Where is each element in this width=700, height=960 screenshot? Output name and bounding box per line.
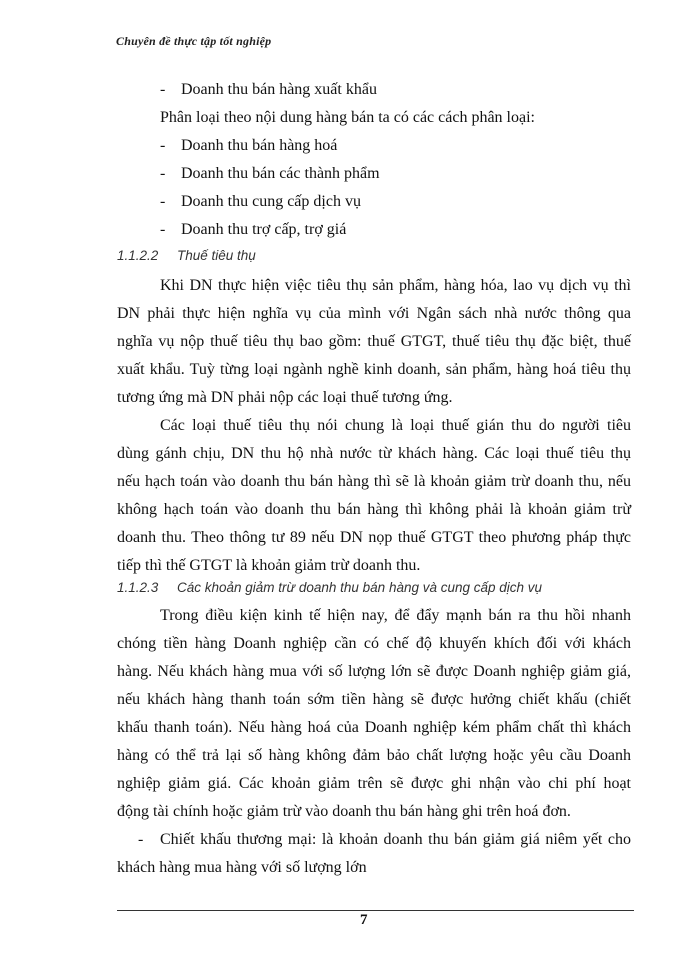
paragraph-line: nếu khách hàng thanh toán sớm tiền hàng sẽ được hưởng chiết khấu (chiết	[117, 691, 631, 708]
paragraph-line: Khi DN thực hiện việc tiêu thụ sản phẩm, hàng hóa, lao vụ dịch vụ thì	[160, 277, 631, 294]
paragraph-line: doanh thu. Theo thông tư 89 nếu DN nọp thuế GTGT theo phương pháp thực	[117, 529, 631, 546]
paragraph-line: Chiết khấu thương mại: là khoản doanh thu bán giảm giá niêm yết cho	[160, 831, 631, 848]
paragraph-line: Trong điều kiện kinh tế hiện nay, để đẩy mạnh bán ra thu hồi nhanh	[160, 607, 631, 624]
paragraph-line: dùng gánh chịu, DN thu hộ nhà nước từ khách hàng. Các loại thuế tiêu thụ	[117, 445, 631, 462]
list-item-text: Doanh thu trợ cấp, trợ giá	[181, 221, 347, 238]
bullet-dash: -	[160, 221, 166, 238]
section-number: 1.1.2.3	[117, 580, 159, 595]
paragraph-line: nghiệp giảm giá. Các khoản giảm trên sẽ được ghi nhận vào chi phí hoạt	[117, 775, 631, 792]
page-number: 7	[360, 912, 368, 928]
paragraph-line: xuất khẩu. Tuỳ từng loại ngành nghề kinh doanh, sản phẩm, hàng hoá tiêu thụ	[117, 361, 631, 378]
list-item-text: Doanh thu bán các thành phẩm	[181, 165, 380, 182]
running-header: Chuyên đề thực tập tốt nghiệp	[116, 34, 272, 48]
paragraph-line: DN phải thực hiện nghĩa vụ của mình với Ngân sách nhà nước thông qua	[117, 305, 631, 322]
paragraph-line: khách hàng mua hàng với số lượng lớn	[117, 859, 367, 876]
paragraph-line: nếu hạch toán vào doanh thu bán hàng thì sẽ là khoản giảm trừ doanh thu, nếu	[117, 473, 631, 490]
paragraph-line: hàng. Nếu khách hàng mua với số lượng lớn sẽ được Doanh nghiệp giảm giá,	[117, 663, 631, 680]
bullet-dash: -	[160, 165, 166, 182]
footer-rule	[117, 910, 634, 911]
paragraph-line: Các loại thuế tiêu thụ nói chung là loại thuế gián thu do người tiêu	[160, 417, 631, 434]
paragraph-line: không hạch toán vào doanh thu bán hàng thì không phải là khoản giảm trừ	[117, 501, 631, 518]
bullet-dash: -	[160, 137, 166, 154]
paragraph-line: chóng tiền hàng Doanh nghiệp cần có chế độ khuyến khích đối với khách	[117, 635, 631, 652]
paragraph-line: tương ứng mà DN phải nộp các loại thuế tương ứng.	[117, 389, 453, 406]
classify-intro: Phân loại theo nội dung hàng bán ta có các cách phân loại:	[160, 109, 535, 126]
list-item-text: Doanh thu bán hàng xuất khẩu	[181, 81, 377, 98]
section-heading	[117, 580, 542, 595]
section-number: 1.1.2.2	[117, 248, 159, 263]
list-item-text: Doanh thu bán hàng hoá	[181, 137, 338, 154]
paragraph-line: hàng có thể trả lại số hàng không đảm bảo chất lượng hoặc yêu cầu Doanh	[117, 747, 631, 764]
paragraph-line: động tài chính hoặc giảm trừ vào doanh thu bán hàng ghi trên hoá đơn.	[117, 803, 571, 820]
list-item-text: Doanh thu cung cấp dịch vụ	[181, 193, 361, 210]
paragraph-line: khấu thanh toán). Nếu hàng hoá của Doanh nghiệp kém phẩm chất thì khách	[117, 719, 631, 736]
section-heading	[117, 248, 256, 263]
bullet-dash: -	[160, 193, 166, 210]
section-title: Thuế tiêu thụ	[177, 248, 256, 263]
section-title: Các khoản giảm trừ doanh thu bán hàng và cung cấp dịch vụ	[177, 580, 543, 595]
bullet-dash: -	[160, 81, 166, 98]
paragraph-line: tiếp thì thế GTGT là khoản giảm trừ doanh thu.	[117, 557, 421, 574]
bullet-dash: -	[138, 831, 144, 848]
paragraph-line: nghĩa vụ nộp thuế tiêu thụ bao gồm: thuế GTGT, thuế tiêu thụ đặc biệt, thuế	[117, 333, 631, 350]
